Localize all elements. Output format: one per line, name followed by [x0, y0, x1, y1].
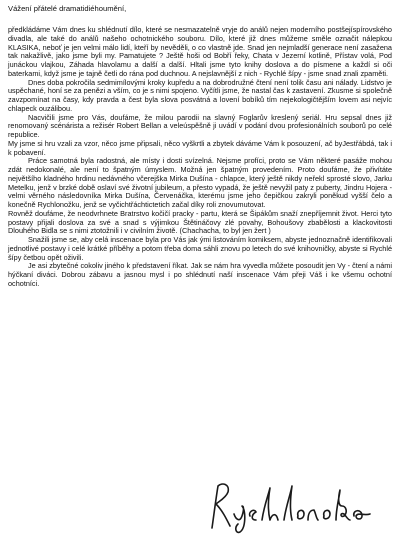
paragraph-closing: Je asi zbytečné cokoliv jiného k představení říkat. Jak se nám hra vyvedla můžete posoudit jen Vy - čtení a námi hýčkaní diváci. Dobrou zábavu a jasnou mysl i po shlédnutí naší inscenace Vám přeji Váš i ke všemu ochotní ochotníci. — [8, 261, 392, 288]
paragraph-comic: Snažili jsme se, aby celá inscenace byla pro Vás jak ými listováním komiksem, abyste jednoznačně identifikovali jednotlivé postavy i celé krátké příběhy a potom třeba doma sáhli znovu po letech do své knihovničky, abyste si Rychlé šípy četbou opět oživili. — [8, 235, 392, 262]
handwritten-signature — [206, 476, 376, 536]
salutation: Vážení přátelé dramatidiéhoumění, — [8, 4, 127, 13]
paragraph-brotherhood: Rovněž doufáme, že neodvrhnete Bratrstvo kočičí pracky - partu, která se Šipákům snaží znepříjemnit život. Herci tyto postavy přijali doslova za své a snad s výjimkou Štětináčovy zlé povahy, Bohoušovy zbabělosti a klackovitosti Dlouhého Bidla se s nimi ztotožnili i v civilním životě. (Chachacha, to byl jen žert ) — [8, 208, 392, 236]
paragraph-cast: Práce samotná byla radostná, ale místy i dosti svízelná. Nejsme profíci, proto se Vám některé pasáže mohou zdát nedokonalé, ale není to špatným úmyslem. Možná jen špatným provedením. Proto doufáme, že přivítáte největšího kladného hrdinu nedávného včerejška Mirka Dušína - chlapce, který ještě nikdy neřekl sprosté slovo, Jarku Metelku, jenž v brzké době oslaví své životní jubileum, a přesto vypadá, že ještě nevyžil paty z puberty, Jindru Hojera - velmi věrného následovníka Mirka Dušína, Červenáčka, kterému jsme jeho čepičkou zakryli poněkud vyšší čelo a konečně Rychlonožku, jenž se vyčichtřáchtictetich začal díky roli znovumutovat. — [8, 156, 392, 209]
paragraph-template: My jsme si hru vzali za vzor, něco jsme připsali, něco vyškrtli a zbytek dáváme Vám k posouzení, ač byJestřábdá, tak i k pobavení. — [8, 138, 392, 157]
paragraph-parody: Nacvičili jsme pro Vás, doufáme, že milou parodii na slavný Foglarův kreslený seriál. Hru sepsal dnes již renomovaný scénárista a režisér Robert Bellan a veleúspěšně ji uvádí v podání dvou profesionálních souborů po celé republice. — [8, 112, 392, 139]
letter-body — [8, 26, 392, 289]
paragraph-times: Dnes doba pokročila sedmimílovými kroky kupředu a na dobrodružné čtení není tolik času ani nálady. Lidstvo je uspěchané, honí se za penězi a vším, co je s nimi spojeno. Vyčítli jsme, že nastal čas k zastavení. Zkusme si společně zavzpomínat na časy, kdy pravda a čest byla slova posvátná a lovení bobíků tím nejekologičtějším lovem asi nejvíc chlapeck ouzálibou. — [8, 77, 392, 113]
paragraph-intro: předkládáme Vám dnes ku shlédnutí dílo, které se nesmazatelně vryje do análů nejen moderního postšejíspírovského divadla, ale také do análů našeho ochotnického souboru. Dílo, které již dnes můžeme směle označit nálepkou KLASIKA, neboť je jen velmi málo lidí, kteří by nevěděli, o co vlastně jde. Snad jen nejmladší generace není zasažena tak nakažlivě, jako jsme byli my. Pamatujete ? Ještě hoši od Bobří řeky, Chata v Jezerní kotlině, Přístav volá, Pod junáckou vlajkou, Záhada hlavolamu a další a další. Hltali jsme tyto knihy doslova a do písmene a každí si oči baterkami, když jsme je tajně četli do rána pod duchnou. A nejslavnější z nich - Rychlé šípy - jsme snad znali zpaměti. — [8, 25, 392, 78]
